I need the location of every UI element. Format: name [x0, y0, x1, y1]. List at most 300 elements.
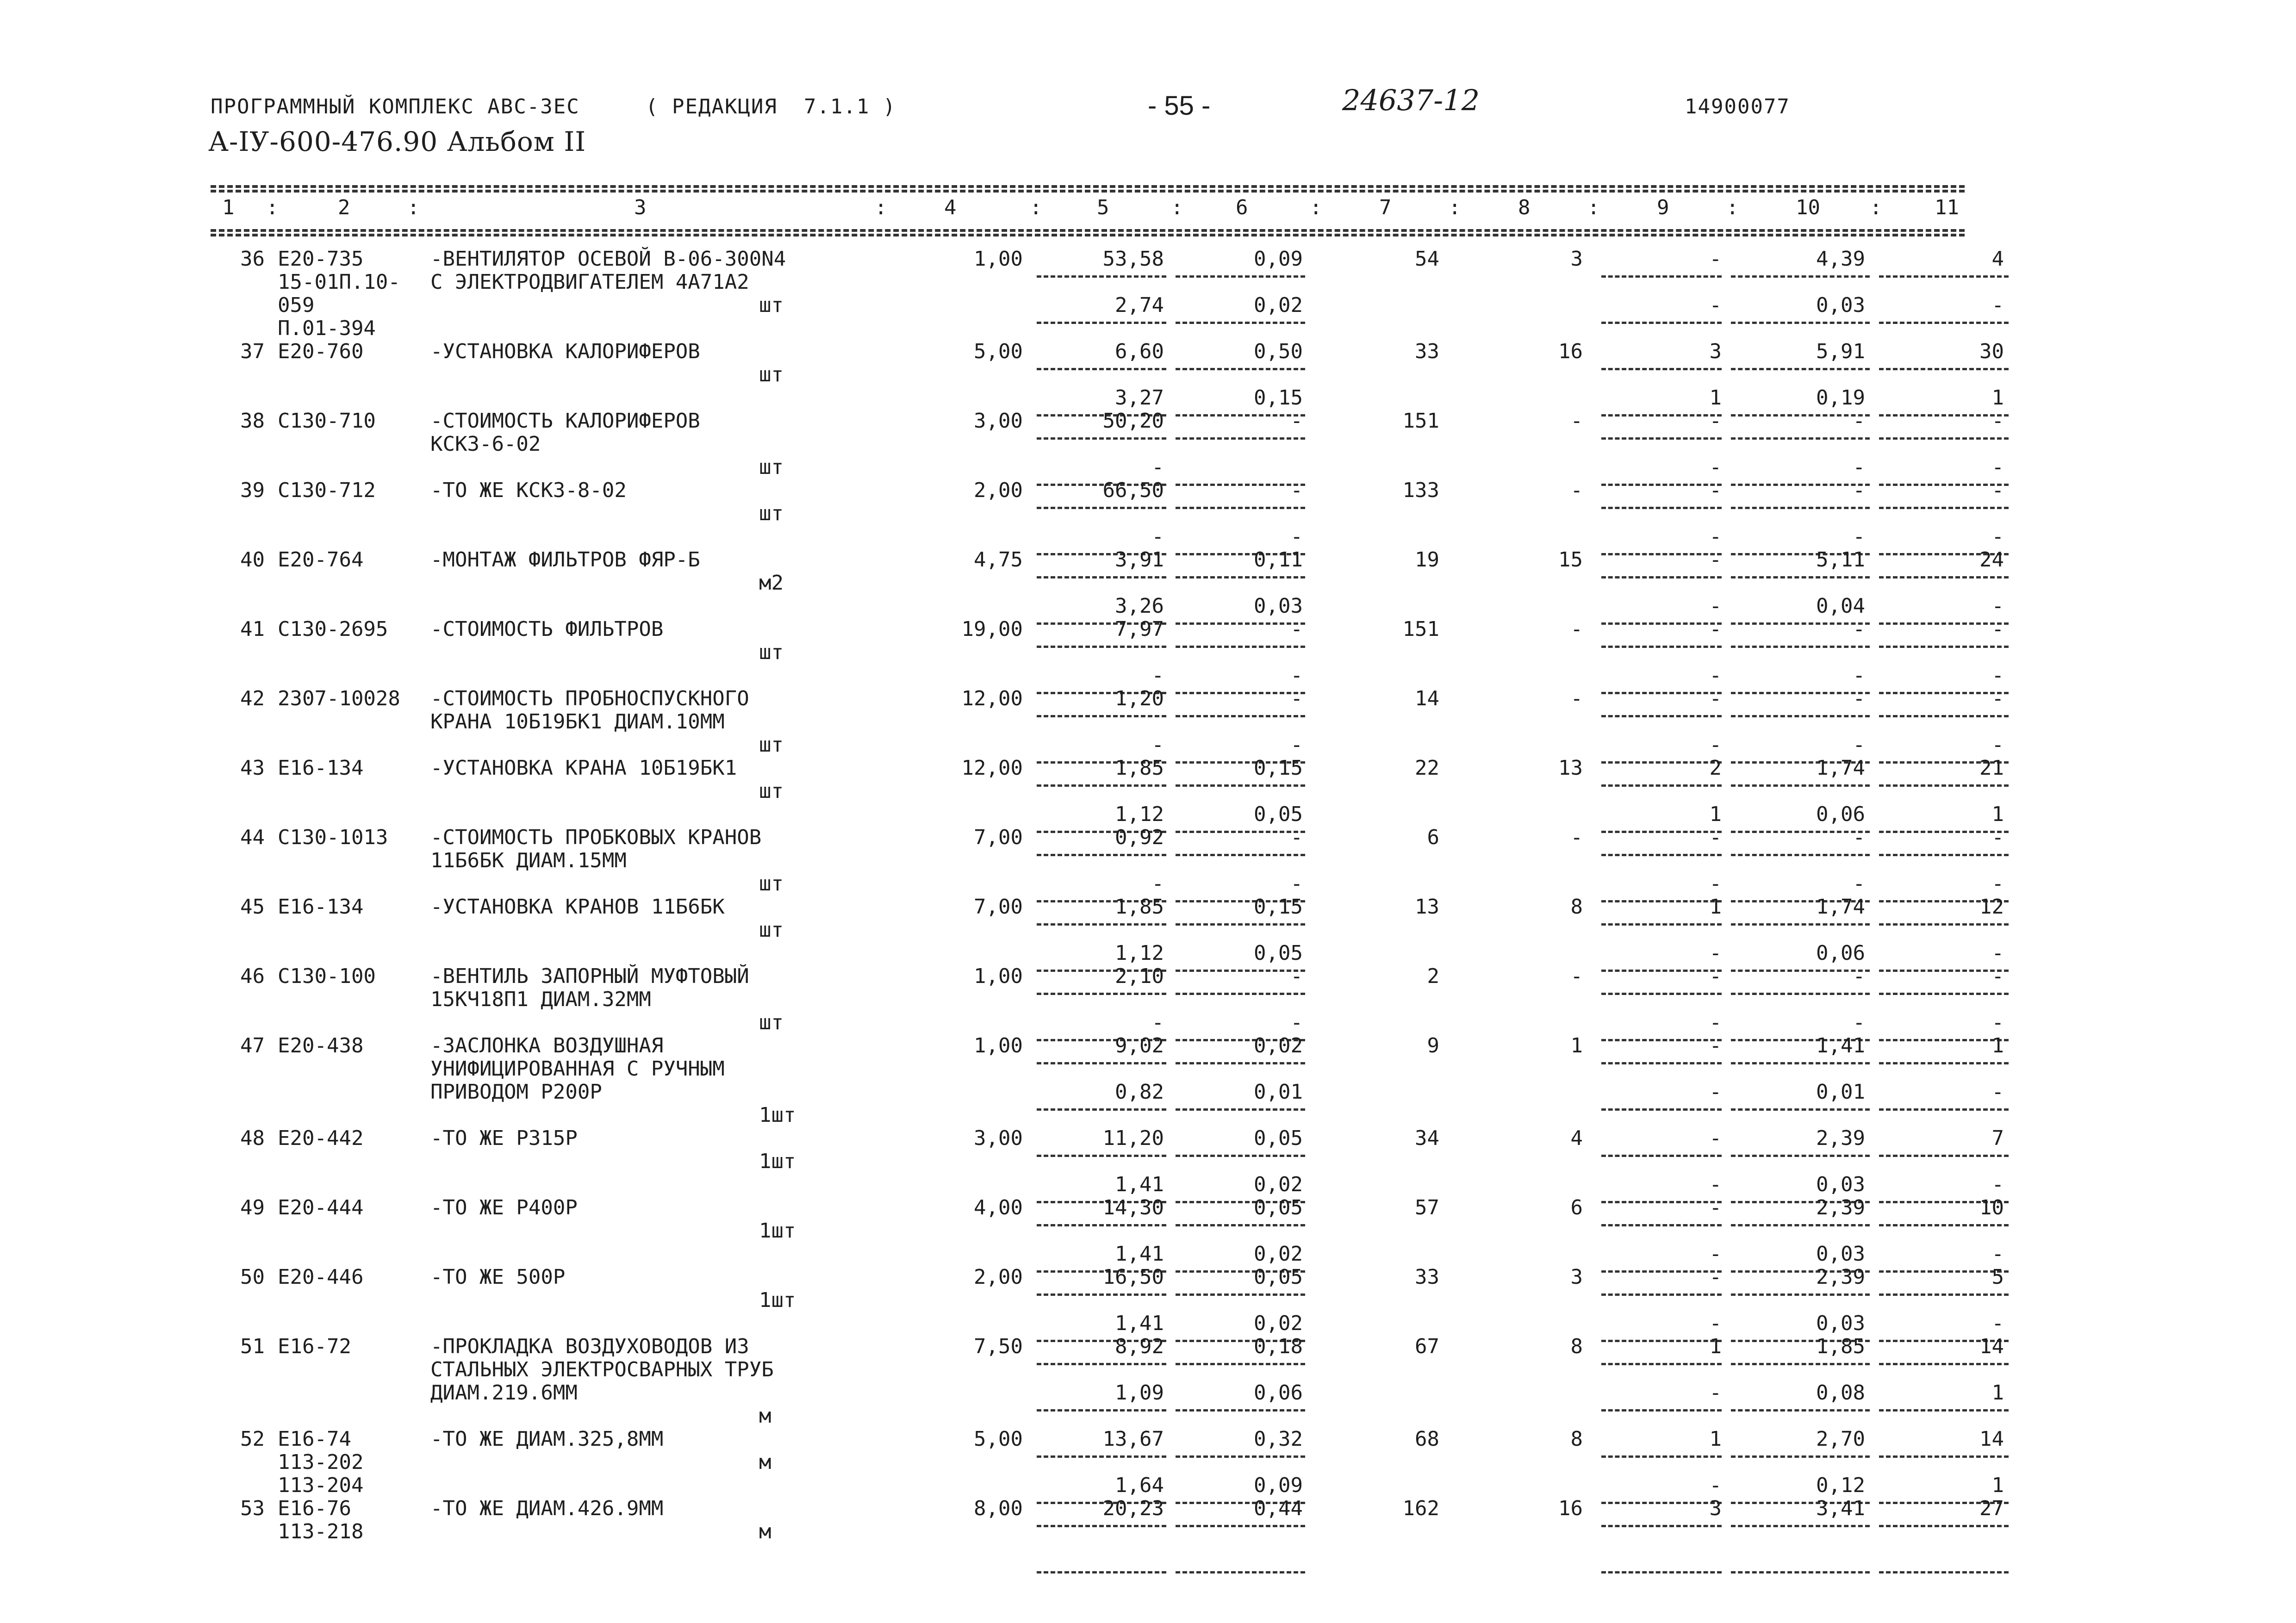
rate-code: С130-712: [278, 479, 376, 502]
total-labor-hours: 14: [1979, 1335, 2004, 1358]
quantity: 1,00: [974, 1034, 1023, 1057]
cell-divider: [1601, 576, 1722, 578]
total-cost: 151: [1402, 409, 1439, 433]
cell-divider: [1037, 1525, 1166, 1527]
unit-cost-secondary: -: [1151, 1011, 1164, 1034]
quantity: 5,00: [974, 340, 1023, 363]
column-separator: :: [1726, 196, 1739, 219]
edition-label: ( РЕДАКЦИЯ 7.1.1 ): [646, 95, 896, 118]
total-labor-hours: 27: [1979, 1497, 2004, 1520]
cell-divider: [1601, 900, 1722, 902]
machines-secondary: -: [1709, 1312, 1722, 1335]
cell-divider: [1731, 1455, 1870, 1458]
cell-divider: [1037, 1155, 1166, 1157]
total-labor: 8: [1570, 895, 1583, 919]
cell-divider: [1601, 646, 1722, 648]
cell-divider: [1601, 484, 1722, 486]
cell-divider: [1879, 576, 2009, 578]
cell-divider: [1879, 484, 2009, 486]
labor-hours-secondary: 0,06: [1816, 941, 1865, 965]
machines-secondary: -: [1709, 733, 1722, 757]
cell-divider: [1601, 1409, 1722, 1412]
cell-divider: [1176, 1062, 1305, 1064]
cell-divider: [1731, 646, 1870, 648]
cell-divider: [1037, 1409, 1166, 1412]
cell-divider: [1176, 784, 1305, 787]
rate-code: Е16-76: [278, 1497, 351, 1520]
labor-hours-secondary: -: [1853, 733, 1865, 757]
cell-divider: [1037, 646, 1166, 648]
cell-divider: [1731, 368, 1870, 370]
rate-code: Е20-760: [278, 340, 364, 363]
row-number: 47: [240, 1034, 265, 1057]
unit-cost-secondary: 1,12: [1115, 941, 1164, 965]
cell-divider: [1731, 1293, 1870, 1296]
work-description: -СТОИМОСТЬ ФИЛЬТРОВ: [430, 617, 664, 641]
total-labor-hours-secondary: -: [1991, 664, 2004, 687]
total-labor-hours: -: [1991, 409, 2004, 433]
cell-divider: [1731, 507, 1870, 509]
unit-cost: 11,20: [1102, 1126, 1164, 1150]
cell-divider: [1037, 1062, 1166, 1064]
total-cost: 33: [1415, 340, 1439, 363]
labor-hours: 4,39: [1816, 247, 1865, 271]
row-number: 41: [240, 617, 265, 641]
machines-secondary: -: [1709, 664, 1722, 687]
unit-cost-secondary: -: [1151, 872, 1164, 895]
total-labor: 8: [1570, 1335, 1583, 1358]
header-bottom-rule: [211, 229, 1965, 232]
unit-operation-secondary: 0,09: [1254, 1474, 1303, 1497]
cell-divider: [1176, 322, 1305, 324]
unit-cost-secondary: 3,27: [1115, 386, 1164, 410]
cell-divider: [1176, 1571, 1305, 1573]
labor-hours: -: [1853, 479, 1865, 502]
cell-divider: [1731, 484, 1870, 486]
cell-divider: [1731, 784, 1870, 787]
cell-divider: [1601, 1039, 1722, 1041]
rate-code: С130-710: [278, 409, 376, 433]
machines-secondary: -: [1709, 1381, 1722, 1405]
unit-cost: 0,92: [1115, 826, 1164, 849]
total-cost: 13: [1415, 895, 1439, 919]
cell-divider: [1176, 1108, 1305, 1111]
cell-divider: [1879, 1039, 2009, 1041]
work-description: -ПРОКЛАДКА ВОЗДУХОВОДОВ ИЗ: [430, 1335, 749, 1358]
cell-divider: [1879, 692, 2009, 694]
cell-divider: [1176, 1455, 1305, 1458]
row-number: 48: [240, 1126, 265, 1150]
machines-secondary: -: [1709, 1474, 1722, 1497]
unit-cost: 16,50: [1102, 1265, 1164, 1289]
total-machines: -: [1709, 479, 1722, 502]
cell-divider: [1731, 1155, 1870, 1157]
total-labor-hours-secondary: -: [1991, 293, 2004, 317]
quantity: 7,00: [974, 895, 1023, 919]
cell-divider: [1037, 784, 1166, 787]
total-cost: 57: [1415, 1196, 1439, 1219]
cell-divider: [1731, 1108, 1870, 1111]
column-separator: :: [1310, 196, 1322, 219]
labor-hours: 2,39: [1816, 1126, 1865, 1150]
rate-code: 15-01П.10-: [278, 270, 400, 294]
column-header: 2: [338, 196, 350, 219]
total-cost: 9: [1427, 1034, 1439, 1057]
cell-divider: [1037, 1108, 1166, 1111]
machines-secondary: -: [1709, 1080, 1722, 1104]
cell-divider: [1879, 622, 2009, 625]
unit-cost-secondary: 0,82: [1115, 1080, 1164, 1104]
machines-secondary: -: [1709, 594, 1722, 618]
cell-divider: [1879, 507, 2009, 509]
total-labor-hours: 30: [1979, 340, 2004, 363]
unit-operation-secondary: 0,06: [1254, 1381, 1303, 1405]
total-labor: 16: [1558, 340, 1583, 363]
row-number: 38: [240, 409, 265, 433]
cell-divider: [1601, 1108, 1722, 1111]
labor-hours-secondary: 0,12: [1816, 1474, 1865, 1497]
cell-divider: [1601, 923, 1722, 926]
unit-cost-secondary: 1,12: [1115, 802, 1164, 826]
cell-divider: [1601, 784, 1722, 787]
labor-hours-secondary: -: [1853, 872, 1865, 895]
row-number: 51: [240, 1335, 265, 1358]
cell-divider: [1601, 692, 1722, 694]
unit-of-measure: 1шт: [759, 1288, 796, 1312]
cell-divider: [1176, 970, 1305, 972]
cell-divider: [1731, 1363, 1870, 1365]
work-description: -ТО ЖЕ Р400Р: [430, 1196, 578, 1219]
total-machines: 1: [1709, 895, 1722, 919]
total-cost: 2: [1427, 964, 1439, 988]
cell-divider: [1879, 993, 2009, 995]
total-labor-hours: 21: [1979, 756, 2004, 780]
total-cost: 22: [1415, 756, 1439, 780]
total-labor: 6: [1570, 1196, 1583, 1219]
cell-divider: [1731, 1409, 1870, 1412]
unit-operation-cost: 0,32: [1254, 1427, 1303, 1451]
total-machines: -: [1709, 1034, 1722, 1057]
column-header-row: [0, 196, 2296, 224]
rate-code: Е16-134: [278, 895, 364, 919]
unit-operation-cost: -: [1290, 617, 1303, 641]
machines-secondary: -: [1709, 872, 1722, 895]
total-labor-hours: 24: [1979, 548, 2004, 572]
labor-hours-secondary: 0,03: [1816, 1242, 1865, 1266]
work-description: -ТО ЖЕ ДИАМ.325,8ММ: [430, 1427, 664, 1451]
cell-divider: [1731, 854, 1870, 856]
total-labor: -: [1570, 826, 1583, 849]
cell-divider: [1879, 1455, 2009, 1458]
cell-divider: [1731, 622, 1870, 625]
total-labor: -: [1570, 479, 1583, 502]
work-description: КРАНА 10Б19БК1 ДИАМ.10ММ: [430, 710, 725, 734]
cell-divider: [1731, 692, 1870, 694]
labor-hours: 1,41: [1816, 1034, 1865, 1057]
cell-divider: [1731, 322, 1870, 324]
labor-hours: -: [1853, 964, 1865, 988]
cell-divider: [1176, 1363, 1305, 1365]
quantity: 1,00: [974, 247, 1023, 271]
rate-code: С130-100: [278, 964, 376, 988]
machines-secondary: 1: [1709, 386, 1722, 410]
rate-code: С130-2695: [278, 617, 388, 641]
cell-divider: [1601, 970, 1722, 972]
rate-code: П.01-394: [278, 317, 376, 340]
row-number: 42: [240, 687, 265, 710]
cell-divider: [1037, 923, 1166, 926]
labor-hours-secondary: 0,19: [1816, 386, 1865, 410]
unit-operation-cost: 0,44: [1254, 1497, 1303, 1520]
unit-operation-cost: 0,02: [1254, 1034, 1303, 1057]
total-labor: -: [1570, 687, 1583, 710]
quantity: 2,00: [974, 479, 1023, 502]
column-header: 6: [1236, 196, 1248, 219]
cell-divider: [1176, 368, 1305, 370]
total-labor-hours-secondary: -: [1991, 525, 2004, 548]
total-machines: 3: [1709, 1497, 1722, 1520]
cell-divider: [1601, 1224, 1722, 1226]
rate-code: 113-218: [278, 1520, 364, 1543]
total-labor: 1: [1570, 1034, 1583, 1057]
cell-divider: [1601, 1340, 1722, 1342]
labor-hours: 5,11: [1816, 548, 1865, 572]
unit-operation-secondary: 0,05: [1254, 802, 1303, 826]
total-labor-hours-secondary: -: [1991, 1242, 2004, 1266]
cell-divider: [1879, 322, 2009, 324]
cell-divider: [1601, 993, 1722, 995]
rate-code: Е20-764: [278, 548, 364, 572]
quantity: 7,50: [974, 1335, 1023, 1358]
unit-cost-secondary: 1,41: [1115, 1242, 1164, 1266]
rate-code: Е16-72: [278, 1335, 351, 1358]
cell-divider: [1879, 1293, 2009, 1296]
machines-secondary: -: [1709, 1173, 1722, 1196]
labor-hours-secondary: -: [1853, 455, 1865, 479]
unit-cost: 50,20: [1102, 409, 1164, 433]
cell-divider: [1601, 414, 1722, 417]
row-number: 36: [240, 247, 265, 271]
labor-hours: 1,74: [1816, 756, 1865, 780]
quantity: 7,00: [974, 826, 1023, 849]
total-machines: 1: [1709, 1335, 1722, 1358]
rate-code: Е16-134: [278, 756, 364, 780]
total-labor: -: [1570, 964, 1583, 988]
labor-hours: 3,41: [1816, 1497, 1865, 1520]
column-header: 9: [1657, 196, 1669, 219]
row-number: 45: [240, 895, 265, 919]
cell-divider: [1176, 923, 1305, 926]
header-bottom-rule-2: [211, 234, 1965, 236]
column-header: 11: [1935, 196, 1959, 219]
unit-of-measure: шт: [759, 872, 784, 895]
rate-code: Е20-444: [278, 1196, 364, 1219]
machines-secondary: -: [1709, 525, 1722, 548]
unit-cost: 8,92: [1115, 1335, 1164, 1358]
unit-of-measure: шт: [759, 455, 784, 479]
cell-divider: [1601, 1270, 1722, 1273]
labor-hours-secondary: -: [1853, 1011, 1865, 1034]
rate-code: 113-204: [278, 1474, 364, 1497]
labor-hours-secondary: 0,04: [1816, 594, 1865, 618]
total-labor: 8: [1570, 1427, 1583, 1451]
column-separator: :: [875, 196, 887, 219]
labor-hours-secondary: 0,03: [1816, 1173, 1865, 1196]
total-machines: 1: [1709, 1427, 1722, 1451]
labor-hours: 2,39: [1816, 1265, 1865, 1289]
cell-divider: [1037, 437, 1166, 440]
cell-divider: [1176, 993, 1305, 995]
column-separator: :: [1587, 196, 1600, 219]
total-labor-hours-secondary: -: [1991, 733, 2004, 757]
cell-divider: [1037, 1293, 1166, 1296]
total-machines: -: [1709, 1196, 1722, 1219]
cell-divider: [1176, 692, 1305, 694]
unit-operation-secondary: 0,05: [1254, 941, 1303, 965]
unit-operation-cost: 0,11: [1254, 548, 1303, 572]
program-title: ПРОГРАММНЫЙ КОМПЛЕКС АВС-3ЕС: [211, 95, 580, 118]
cell-divider: [1731, 1525, 1870, 1527]
unit-operation-cost: 0,15: [1254, 756, 1303, 780]
unit-cost: 2,10: [1115, 964, 1164, 988]
unit-operation-secondary: 0,02: [1254, 1173, 1303, 1196]
total-labor: 13: [1558, 756, 1583, 780]
quantity: 5,00: [974, 1427, 1023, 1451]
unit-cost-secondary: 1,09: [1115, 1381, 1164, 1405]
total-labor-hours: 10: [1979, 1196, 2004, 1219]
unit-operation-secondary: 0,02: [1254, 293, 1303, 317]
total-labor-hours: 12: [1979, 895, 2004, 919]
total-labor: 3: [1570, 1265, 1583, 1289]
rate-code: Е20-438: [278, 1034, 364, 1057]
total-labor-hours-secondary: 1: [1991, 386, 2004, 410]
row-number: 43: [240, 756, 265, 780]
unit-operation-cost: 0,18: [1254, 1335, 1303, 1358]
work-description: -ВЕНТИЛЬ ЗАПОРНЫЙ МУФТОВЫЙ: [430, 964, 749, 988]
cell-divider: [1176, 1525, 1305, 1527]
cell-divider: [1601, 1455, 1722, 1458]
cell-divider: [1879, 923, 2009, 926]
unit-cost-secondary: 2,74: [1115, 293, 1164, 317]
cell-divider: [1176, 484, 1305, 486]
cell-divider: [1601, 831, 1722, 833]
total-labor: 3: [1570, 247, 1583, 271]
cell-divider: [1601, 715, 1722, 717]
unit-operation-cost: 0,09: [1254, 247, 1303, 271]
row-number: 52: [240, 1427, 265, 1451]
column-separator: :: [266, 196, 279, 219]
cell-divider: [1879, 275, 2009, 278]
total-cost: 19: [1415, 548, 1439, 572]
unit-operation-secondary: 0,01: [1254, 1080, 1303, 1104]
cell-divider: [1731, 414, 1870, 417]
total-labor: -: [1570, 617, 1583, 641]
unit-operation-secondary: 0,03: [1254, 594, 1303, 618]
work-description: -УСТАНОВКА КРАНА 10Б19БК1: [430, 756, 737, 780]
column-header: 7: [1379, 196, 1392, 219]
quantity: 1,00: [974, 964, 1023, 988]
cell-divider: [1176, 1293, 1305, 1296]
cell-divider: [1601, 1293, 1722, 1296]
row-number: 39: [240, 479, 265, 502]
cell-divider: [1037, 1571, 1166, 1573]
unit-cost: 1,85: [1115, 895, 1164, 919]
unit-operation-cost: 0,05: [1254, 1265, 1303, 1289]
total-labor-hours: -: [1991, 826, 2004, 849]
unit-cost-secondary: 1,41: [1115, 1173, 1164, 1196]
unit-cost: 53,58: [1102, 247, 1164, 271]
machines-secondary: -: [1709, 455, 1722, 479]
column-separator: :: [1870, 196, 1882, 219]
unit-operation-secondary: -: [1290, 733, 1303, 757]
cell-divider: [1176, 831, 1305, 833]
total-labor-hours: 4: [1991, 247, 2004, 271]
cell-divider: [1879, 414, 2009, 417]
cell-divider: [1879, 1363, 2009, 1365]
total-labor-hours: 7: [1991, 1126, 2004, 1150]
unit-operation-secondary: -: [1290, 872, 1303, 895]
unit-cost-secondary: -: [1151, 664, 1164, 687]
column-separator: :: [407, 196, 420, 219]
cell-divider: [1731, 715, 1870, 717]
work-description: КСК3-6-02: [430, 432, 541, 456]
unit-cost: 7,97: [1115, 617, 1164, 641]
unit-operation-cost: -: [1290, 479, 1303, 502]
handwritten-code: 24637-12: [1342, 83, 1480, 117]
rate-code: Е16-74: [278, 1427, 351, 1451]
total-labor: 15: [1558, 548, 1583, 572]
cell-divider: [1731, 437, 1870, 440]
table-top-rule-2: [211, 190, 1965, 193]
cell-divider: [1731, 831, 1870, 833]
work-description: -СТОИМОСТЬ ПРОБКОВЫХ КРАНОВ: [430, 826, 762, 849]
total-labor-hours-secondary: -: [1991, 1173, 2004, 1196]
work-description: -МОНТАЖ ФИЛЬТРОВ ФЯР-Б: [430, 548, 700, 572]
unit-cost-secondary: 1,41: [1115, 1312, 1164, 1335]
cell-divider: [1037, 854, 1166, 856]
row-number: 49: [240, 1196, 265, 1219]
unit-cost: 14,30: [1102, 1196, 1164, 1219]
row-number: 50: [240, 1265, 265, 1289]
work-description: -ЗАСЛОНКА ВОЗДУШНАЯ: [430, 1034, 664, 1057]
quantity: 12,00: [961, 687, 1023, 710]
unit-cost-secondary: 3,26: [1115, 594, 1164, 618]
cell-divider: [1601, 275, 1722, 278]
labor-hours: -: [1853, 826, 1865, 849]
work-description: -УСТАНОВКА КРАНОВ 11Б6БК: [430, 895, 725, 919]
total-labor-hours-secondary: -: [1991, 1312, 2004, 1335]
work-description: 11Б6БК ДИАМ.15ММ: [430, 849, 627, 872]
work-description: С ЭЛЕКТРОДВИГАТЕЛЕМ 4А71А2: [430, 270, 749, 294]
total-machines: -: [1709, 409, 1722, 433]
labor-hours-secondary: 0,03: [1816, 1312, 1865, 1335]
unit-cost-secondary: -: [1151, 733, 1164, 757]
cell-divider: [1601, 1062, 1722, 1064]
total-machines: -: [1709, 826, 1722, 849]
cell-divider: [1601, 507, 1722, 509]
quantity: 12,00: [961, 756, 1023, 780]
unit-cost-secondary: -: [1151, 455, 1164, 479]
total-machines: -: [1709, 548, 1722, 572]
unit-operation-cost: -: [1290, 826, 1303, 849]
row-number: 40: [240, 548, 265, 572]
column-separator: :: [1449, 196, 1461, 219]
cell-divider: [1176, 275, 1305, 278]
unit-of-measure: м: [759, 1450, 772, 1474]
column-header: 1: [222, 196, 235, 219]
unit-of-measure: м2: [759, 571, 784, 595]
cell-divider: [1037, 1363, 1166, 1365]
